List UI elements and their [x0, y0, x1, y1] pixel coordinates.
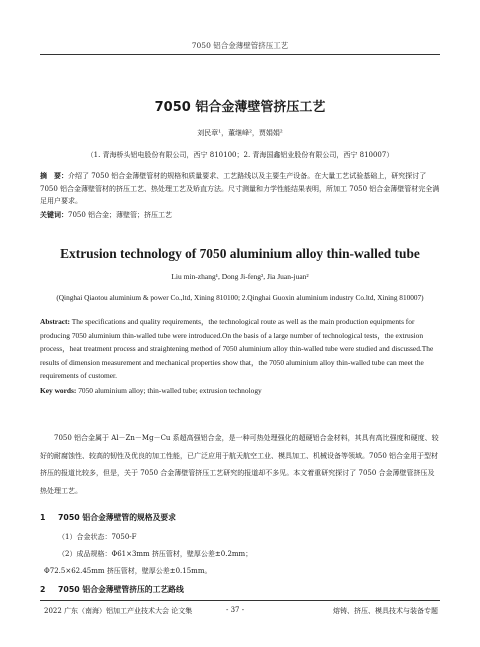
keywords-en — [40, 385, 440, 398]
section-1-number: 1 — [40, 513, 46, 522]
title-en: Extrusion technology of 7050 aluminium alloy thin-walled tube — [60, 246, 420, 261]
intro-paragraph: 7050 铝合金属于 Al－Zn－Mg－Cu 系超高强铝合金，是一种可热处理强化的超硬铝合金材料，其具有高比强度和硬度、较好的耐腐蚀性、较高的韧性及优良的加工性能，已广泛应用于航天航空工业、模具加工、机械设备等领域。7050 铝合金用于型材挤压的报道比较多，但是，关于 7050 合金薄壁管挤压工艺研究的报道却不多见。本文着重研究探讨了 7050 合金薄壁管挤压及热处理工艺。 — [40, 434, 439, 495]
keywords-en-text: 7050 aluminium alloy; thin-walled tube; extrusion technology — [78, 386, 262, 395]
keywords-cn — [40, 209, 440, 222]
section-2-title: 7050 铝合金薄壁管挤压的工艺路线 — [58, 585, 184, 594]
affiliation-cn: （1. 青海桥头铝电股份有限公司，西宁 810100；2. 青海国鑫铝业股份有限公司，西宁 810007） — [86, 151, 394, 159]
abstract-cn-text: 介绍了 7050 铝合金薄壁管材的规格和质量要求、工艺路线以及主要生产设备。在大量工艺试验基础上，研究探讨了 7050 铝合金薄壁管材的挤压工艺、热处理工艺及矫直方法。尺寸测量和力学性能结果表明，所加工 7050 铝合金薄壁管材完全满足用户要求。 — [40, 172, 440, 206]
section-1-item: （1）合金状态：7050-F — [58, 533, 137, 541]
section-1-continuation: Φ72.5×62.45mm 挤压管材，壁厚公差±0.15mm。 — [44, 567, 212, 575]
section-1-heading — [40, 512, 176, 523]
authors-cn: 刘民章¹，董继峰²，贾娟娟² — [197, 129, 283, 137]
affiliation-en: (Qinghai Qiaotou aluminium & power Co.,ltd, Xining 810100; 2.Qinghai Guoxin aluminium industry Co.ltd, Xining 810007) — [56, 293, 424, 302]
footer-left: 2022 广东（南海）铝加工产业技术大会 论文集 — [44, 607, 193, 615]
authors-en: Liu min-zhang¹, Dong Ji-feng², Jia Juan-juan² — [171, 272, 309, 281]
section-1-item: （2）成品规格：Φ61×3mm 挤压管材，壁厚公差±0.2mm； — [58, 550, 253, 558]
running-head: 7050 铝合金薄壁管挤压工艺 — [191, 41, 289, 50]
abstract-en-label: Abstract: — [40, 317, 70, 326]
section-2-heading — [40, 584, 184, 595]
abstract-en — [40, 315, 440, 383]
keywords-cn-text: 7050 铝合金；薄壁管；挤压工艺 — [68, 211, 173, 219]
keywords-cn-label: 关键词： — [40, 211, 68, 219]
header-rule — [40, 54, 440, 55]
keywords-en-label: Key words: — [40, 386, 77, 395]
abstract-en-text: The specifications and quality requirements，the technological route as well as the main production equipments for producing 7050 aluminium thin-walled tube were introduced.On the basis of a large number of technological tests，the extrusion process，heat treatment process and straightening method of 7050 aluminium alloy thin-walled tube were studied and discussed.The results of dimension measurement and mechanical properties show that，the 7050 aluminium alloy thin-walled tube can meet the requirements of customer. — [40, 317, 434, 380]
page-number: - 37 - — [226, 606, 245, 614]
footer-right: 熔铸、挤压、模具技术与装备专题 — [333, 607, 438, 615]
footer-rule — [40, 600, 440, 601]
abstract-cn-label: 摘 要： — [40, 172, 68, 180]
section-2-number: 2 — [40, 585, 46, 594]
abstract-cn — [40, 170, 440, 208]
section-1-title: 7050 铝合金薄壁管的规格及要求 — [58, 513, 176, 522]
title-cn: 7050 铝合金薄壁管挤压工艺 — [154, 100, 326, 115]
